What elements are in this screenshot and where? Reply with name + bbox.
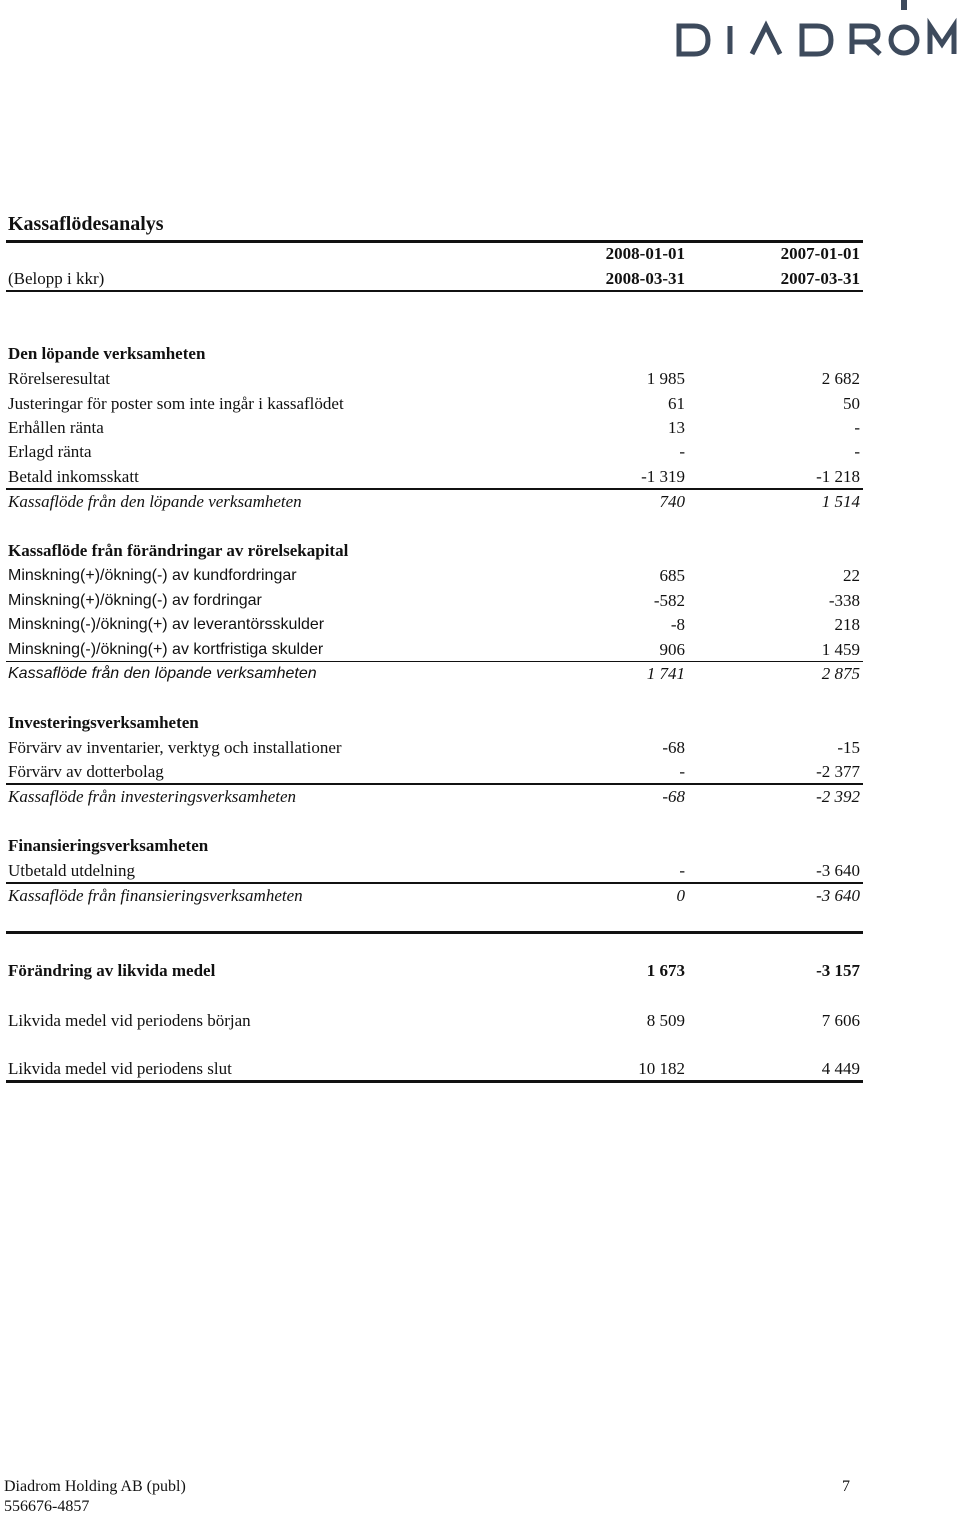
value-2008: - (679, 861, 685, 880)
bottom-rule (6, 1080, 863, 1083)
value-2007: -2 377 (816, 762, 860, 781)
value-2008: 8 509 (646, 1011, 685, 1030)
subtotal-rule (6, 488, 863, 490)
footer-page-number: 7 (842, 1478, 850, 1495)
subtotal-row (8, 491, 860, 513)
row-label: Minskning(+)/ökning(-) av fordringar (8, 592, 262, 609)
row-label: Minskning(+)/ökning(-) av kundfordringar (8, 567, 297, 584)
row-label: Kassaflöde från finansieringsverksamheten (8, 886, 303, 905)
row-label: Förvärv av dotterbolag (8, 762, 164, 781)
row-label: Kassaflöde från den löpande verksamheten (8, 665, 317, 682)
subtotal-rule (6, 783, 863, 785)
subtotal-rule (6, 661, 863, 662)
col1-date-end: 2008-03-31 (605, 269, 685, 288)
value-2008: 1 741 (646, 664, 685, 683)
value-2007: -338 (828, 591, 860, 610)
col2-date-end: 2007-03-31 (780, 269, 860, 288)
footer-org-number: 556676-4857 (4, 1498, 90, 1515)
value-2007: - (854, 418, 860, 437)
row-label: Kassaflöde från investeringsverksamheten (8, 787, 297, 806)
table-row (8, 1058, 860, 1080)
row-label: Rörelseresultat (8, 369, 110, 388)
value-2007: 218 (834, 615, 860, 634)
value-2008: - (679, 762, 685, 781)
summary-rule (6, 931, 863, 934)
row-label: Finansieringsverksamheten (8, 836, 209, 855)
value-2007: -3 640 (816, 886, 860, 905)
value-2007: -3 157 (816, 961, 860, 980)
table-row (8, 417, 860, 439)
section-heading-operating (8, 343, 860, 365)
value-2008: -8 (670, 615, 685, 634)
row-label: Minskning(-)/ökning(+) av leverantörsskulder (8, 616, 325, 633)
value-2007: 1 459 (821, 640, 860, 659)
table-row (8, 860, 860, 882)
subtotal-rule (6, 882, 863, 884)
value-2007: 7 606 (821, 1011, 860, 1030)
header-rule (6, 290, 863, 292)
value-2007: -1 218 (816, 467, 860, 486)
value-2007: 22 (843, 566, 860, 585)
row-label: Justeringar för poster som inte ingår i kassaflödet (8, 394, 344, 413)
value-2008: 13 (668, 418, 685, 437)
value-2008: - (679, 442, 685, 461)
row-label: Förändring av likvida medel (8, 961, 216, 980)
subtotal-row (8, 786, 860, 808)
table-row (8, 466, 860, 488)
value-2007: - (854, 442, 860, 461)
row-label: Likvida medel vid periodens slut (8, 1059, 232, 1078)
value-2008: 1 985 (646, 369, 685, 388)
unit-label: (Belopp i kkr) (8, 269, 105, 288)
row-label: Kassaflöde från förändringar av rörelsekapital (8, 541, 349, 560)
section-heading-financing (8, 835, 860, 857)
value-2008: -68 (662, 738, 685, 757)
value-2007: -2 392 (816, 787, 860, 806)
value-2007: 2 875 (821, 664, 860, 683)
value-2008: 1 673 (646, 961, 685, 980)
row-label: Erhållen ränta (8, 418, 104, 437)
diadrom-logo (672, 0, 960, 60)
value-2008: -582 (653, 591, 685, 610)
table-row (8, 441, 860, 463)
value-2007: -15 (837, 738, 860, 757)
total-row-change (8, 960, 860, 982)
value-2008: 10 182 (638, 1059, 685, 1078)
table-row (8, 614, 860, 636)
row-label: Investeringsverksamheten (8, 713, 199, 732)
value-2008: 740 (659, 492, 685, 511)
title-rule (6, 240, 863, 243)
value-2008: 0 (676, 886, 685, 905)
section-heading-investing (8, 712, 860, 734)
page-title: Kassaflödesanalys (8, 213, 164, 235)
value-2008: 906 (659, 640, 685, 659)
value-2007: 50 (843, 394, 860, 413)
value-2007: 1 514 (821, 492, 860, 511)
table-row (8, 565, 860, 587)
footer-company: Diadrom Holding AB (publ) (4, 1478, 186, 1495)
section-heading-working-capital (8, 540, 860, 562)
table-row (8, 590, 860, 612)
row-label: Utbetald utdelning (8, 861, 136, 880)
value-2007: 4 449 (821, 1059, 860, 1078)
subtotal-row (8, 663, 860, 685)
table-row (8, 639, 860, 661)
subtotal-row (8, 885, 860, 907)
table-row (8, 368, 860, 390)
table-row (8, 737, 860, 759)
row-label: Kassaflöde från den löpande verksamheten (8, 492, 302, 511)
row-label: Minskning(-)/ökning(+) av kortfristiga skulder (8, 641, 324, 658)
value-2008: 61 (668, 394, 685, 413)
row-label: Betald inkomsskatt (8, 467, 139, 486)
col1-date-start: 2008-01-01 (605, 244, 685, 263)
table-row (8, 761, 860, 783)
value-2008: -68 (662, 787, 685, 806)
value-2008: 685 (659, 566, 685, 585)
table-row (8, 1010, 860, 1032)
table-row (8, 393, 860, 415)
col2-date-start: 2007-01-01 (780, 244, 860, 263)
value-2008: -1 319 (641, 467, 685, 486)
row-label: Den löpande verksamheten (8, 344, 206, 363)
row-label: Förvärv av inventarier, verktyg och installationer (8, 738, 342, 757)
value-2007: -3 640 (816, 861, 860, 880)
diadrom-logo-mark (672, 0, 960, 60)
row-label: Likvida medel vid periodens början (8, 1011, 251, 1030)
row-label: Erlagd ränta (8, 442, 92, 461)
value-2007: 2 682 (821, 369, 860, 388)
